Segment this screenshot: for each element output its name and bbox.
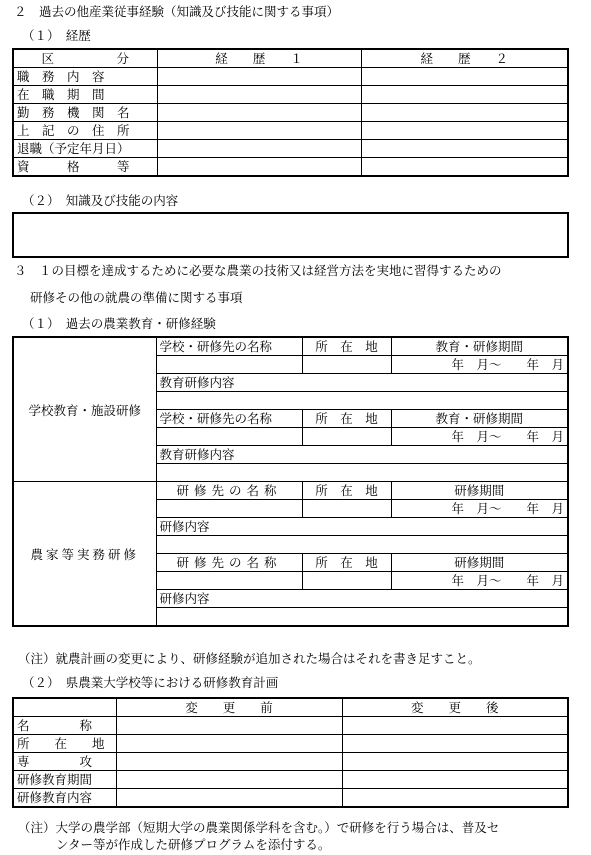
school-location-value[interactable] xyxy=(302,428,391,446)
plan-header-after: 変 更 後 xyxy=(342,698,568,717)
career2-cell[interactable] xyxy=(361,158,568,177)
plan-after-cell[interactable] xyxy=(342,789,568,808)
career1-cell[interactable] xyxy=(157,140,361,158)
school-location-label: 所 在 地 xyxy=(302,337,391,356)
farm-content-label: 研修内容 xyxy=(156,590,568,608)
plan-before-cell[interactable] xyxy=(116,717,342,735)
school-name-value[interactable] xyxy=(156,356,302,374)
section-3-heading-line2: 研修その他の就農の準備に関する事項 xyxy=(30,290,243,305)
section-2-heading: ２ 過去の他産業従事経験（知識及び技能に関する事項） xyxy=(14,4,340,19)
table-row xyxy=(13,68,568,86)
knowledge-subheading: （２） 知識及び技能の内容 xyxy=(22,193,179,208)
career2-cell[interactable] xyxy=(361,104,568,122)
table-row xyxy=(13,104,568,122)
plan-header-before: 変 更 前 xyxy=(116,698,342,717)
career1-cell[interactable] xyxy=(157,68,361,86)
school-content-value[interactable] xyxy=(156,392,568,410)
school-training-category: 学校教育・施設研修 xyxy=(13,337,156,482)
career-table xyxy=(12,48,569,177)
farm-period-value[interactable]: 年 月～ 年 月 xyxy=(391,572,568,590)
plan-before-cell[interactable] xyxy=(116,735,342,753)
career2-cell[interactable] xyxy=(361,68,568,86)
plan-after-cell[interactable] xyxy=(342,735,568,753)
table-row xyxy=(13,789,568,808)
training-subheading: （１） 過去の農業教育・研修経験 xyxy=(22,316,216,331)
plan-row-location: 所 在 地 xyxy=(13,735,116,753)
plan-header-blank xyxy=(13,698,116,717)
career-header-category: 区 分 xyxy=(13,49,157,68)
farm-content-value[interactable] xyxy=(156,536,568,554)
plan-row-content: 研修教育内容 xyxy=(13,789,116,808)
school-period-value[interactable]: 年 月～ 年 月 xyxy=(391,428,568,446)
section-3-heading-line1: ３ １の目標を達成するために必要な農業の技術又は経営方法を実地に習得するための xyxy=(14,263,502,278)
school-location-label: 所 在 地 xyxy=(302,410,391,428)
farm-training-category: 農家等実務研修 xyxy=(13,482,156,627)
row-label-period: 在 職 期 間 xyxy=(13,86,157,104)
table-row xyxy=(13,735,568,753)
plan-before-cell[interactable] xyxy=(116,771,342,789)
plan-before-cell[interactable] xyxy=(116,789,342,808)
school-period-label: 教育・研修期間 xyxy=(391,410,568,428)
row-label-retirement: 退職（予定年月日） xyxy=(13,140,157,158)
career2-cell[interactable] xyxy=(361,86,568,104)
plan-subheading: （２） 県農業大学校等における研修教育計画 xyxy=(22,675,279,690)
farm-location-value[interactable] xyxy=(302,500,391,518)
plan-after-cell[interactable] xyxy=(342,717,568,735)
row-label-qualification: 資 格 等 xyxy=(13,158,157,177)
plan-row-name: 名 称 xyxy=(13,717,116,735)
plan-row-period: 研修教育期間 xyxy=(13,771,116,789)
career1-cell[interactable] xyxy=(157,86,361,104)
career-subheading: （１） 経歴 xyxy=(22,28,91,43)
school-content-label: 教育研修内容 xyxy=(156,374,568,392)
row-label-job: 職 務 内 容 xyxy=(13,68,157,86)
row-label-employer: 勤 務 機 関 名 xyxy=(13,104,157,122)
school-name-label: 学校・研修先の名称 xyxy=(156,337,302,356)
table-row xyxy=(13,140,568,158)
school-content-label: 教育研修内容 xyxy=(156,446,568,464)
plan-before-cell[interactable] xyxy=(116,753,342,771)
farm-name-label: 研修先の名称 xyxy=(156,482,302,500)
farm-location-label: 所 在 地 xyxy=(302,482,391,500)
row-label-address: 上 記 の 住 所 xyxy=(13,122,157,140)
table-row xyxy=(13,122,568,140)
farm-location-label: 所 在 地 xyxy=(302,554,391,572)
farm-name-value[interactable] xyxy=(156,572,302,590)
career-header-row xyxy=(13,49,568,68)
plan-header-row xyxy=(13,698,568,717)
plan-table xyxy=(12,697,569,808)
training-table xyxy=(12,336,569,627)
table-row xyxy=(13,717,568,735)
note-1: （注）就農計画の変更により、研修経験が追加された場合はそれを書き足すこと。 xyxy=(18,651,481,666)
career-header-1: 経 歴 １ xyxy=(157,49,361,68)
career2-cell[interactable] xyxy=(361,122,568,140)
plan-after-cell[interactable] xyxy=(342,771,568,789)
farm-name-label: 研修先の名称 xyxy=(156,554,302,572)
farm-content-value[interactable] xyxy=(156,608,568,627)
table-row xyxy=(13,86,568,104)
school-period-value[interactable]: 年 月～ 年 月 xyxy=(391,356,568,374)
school-period-label: 教育・研修期間 xyxy=(391,337,568,356)
note-2-line2: ンター等が作成した研修プログラムを添付する。 xyxy=(56,837,331,852)
career1-cell[interactable] xyxy=(157,158,361,177)
school-name-value[interactable] xyxy=(156,428,302,446)
school-location-value[interactable] xyxy=(302,356,391,374)
note-2-line1: （注）大学の農学部（短期大学の農業関係学科を含む。）で研修を行う場合は、普及セ xyxy=(18,820,500,835)
farm-location-value[interactable] xyxy=(302,572,391,590)
farm-period-label: 研修期間 xyxy=(391,482,568,500)
farm-period-label: 研修期間 xyxy=(391,554,568,572)
table-row xyxy=(13,771,568,789)
career1-cell[interactable] xyxy=(157,122,361,140)
farm-period-value[interactable]: 年 月～ 年 月 xyxy=(391,500,568,518)
plan-row-major: 専 攻 xyxy=(13,753,116,771)
farm-content-label: 研修内容 xyxy=(156,518,568,536)
school-content-value[interactable] xyxy=(156,464,568,482)
knowledge-content-box[interactable] xyxy=(12,212,569,258)
career-header-2: 経 歴 ２ xyxy=(361,49,568,68)
school-name-label: 学校・研修先の名称 xyxy=(156,410,302,428)
career2-cell[interactable] xyxy=(361,140,568,158)
career1-cell[interactable] xyxy=(157,104,361,122)
plan-after-cell[interactable] xyxy=(342,753,568,771)
table-row xyxy=(13,158,568,177)
farm-name-value[interactable] xyxy=(156,500,302,518)
table-row xyxy=(13,753,568,771)
